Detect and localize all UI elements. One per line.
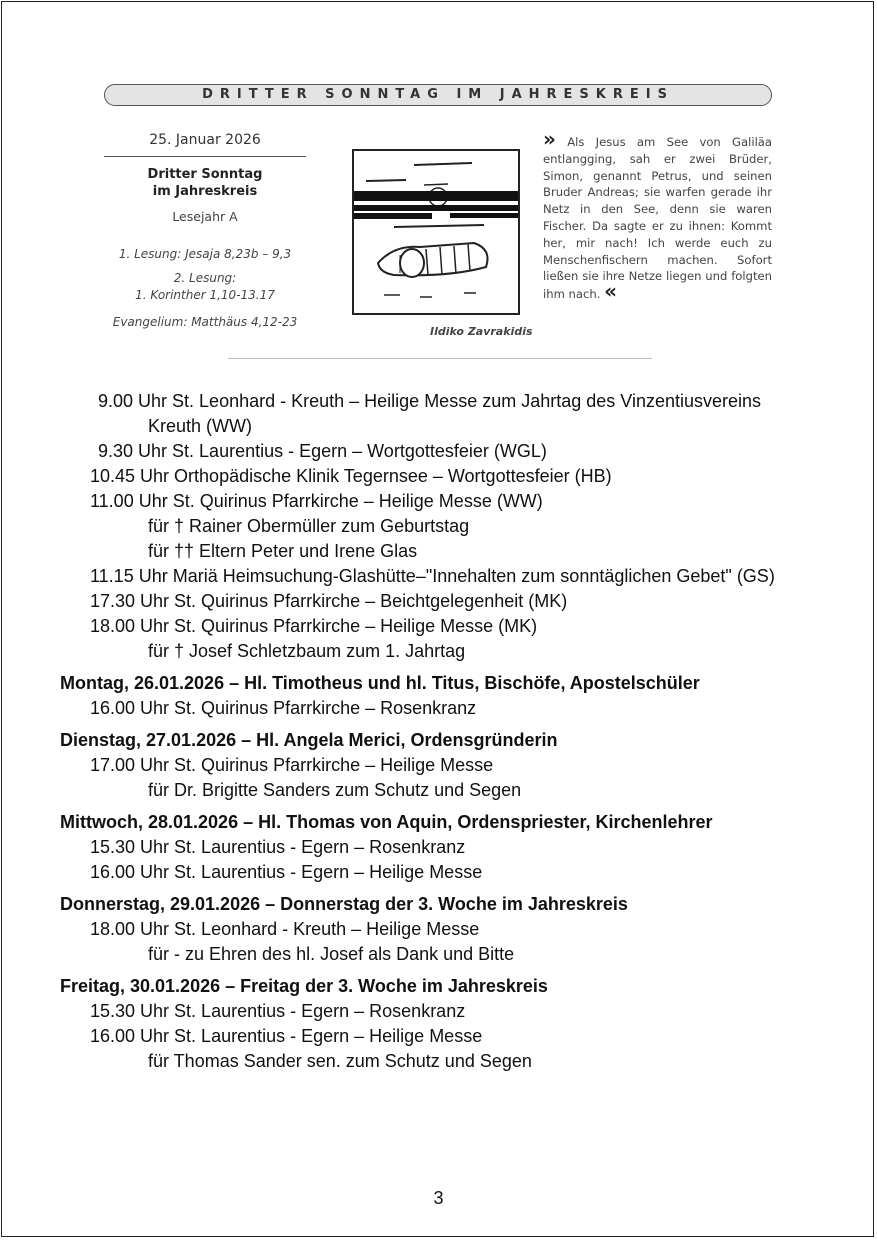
service-line: 15.30 Uhr St. Laurentius - Egern – Rosenkranz [90, 1001, 466, 1021]
reading-year: Lesejahr A [172, 209, 238, 224]
divider [228, 358, 652, 359]
day-heading-monday: Montag, 26.01.2026 – Hl. Timotheus und hl. Titus, Bischöfe, Apostelschüler [60, 673, 700, 693]
artist-credit: Ildiko Zavrakidis [430, 325, 533, 338]
service-line: 9.00 Uhr St. Leonhard - Kreuth – Heilige Messe zum Jahrtag des Vinzentiusvereins [98, 391, 762, 411]
service-line: 18.00 Uhr St. Leonhard - Kreuth – Heilige Messe [90, 919, 480, 939]
day-heading-thursday: Donnerstag, 29.01.2026 – Donnerstag der 3. Woche im Jahreskreis [60, 894, 628, 914]
boat-drawing [354, 151, 518, 313]
service-line: 16.00 Uhr St. Laurentius - Egern – Heilige Messe [90, 1026, 483, 1046]
service-line: 10.45 Uhr Orthopädische Klinik Tegernsee – Wortgottesfeier (HB) [90, 466, 612, 486]
intention-line: für Thomas Sander sen. zum Schutz und Segen [148, 1051, 532, 1071]
close-quote-mark: « [604, 279, 618, 304]
first-reading: 1. Lesung: Jesaja 8,23b – 9,3 [118, 247, 292, 261]
service-line: 11.15 Uhr Mariä Heimsuchung-Glashütte–"Innehalten zum sonntäglichen Gebet" (GS) [90, 566, 775, 586]
intention-line: für † Josef Schletzbaum zum 1. Jahrtag [148, 641, 466, 661]
service-line: 17.30 Uhr St. Quirinus Pfarrkirche – Beichtgelegenheit (MK) [90, 591, 568, 611]
service-line: 11.00 Uhr St. Quirinus Pfarrkirche – Heilige Messe (WW) [90, 491, 543, 511]
service-line: 17.00 Uhr St. Quirinus Pfarrkirche – Heilige Messe [90, 755, 494, 775]
sunday-title: Dritter Sonntag im Jahreskreis [147, 167, 263, 199]
open-quote-mark: » [543, 127, 556, 151]
service-line: 15.30 Uhr St. Laurentius - Egern – Rosenkranz [90, 837, 466, 857]
page-number: 3 [433, 1188, 444, 1208]
intention-line: für †† Eltern Peter und Irene Glas [148, 541, 418, 561]
gospel-reading: Evangelium: Matthäus 4,12-23 [112, 315, 298, 329]
service-line: 18.00 Uhr St. Quirinus Pfarrkirche – Heilige Messe (MK) [90, 616, 538, 636]
liturgy-info [104, 132, 306, 331]
day-heading-friday: Freitag, 30.01.2026 – Freitag der 3. Woche im Jahreskreis [60, 976, 548, 996]
intention-line: für † Rainer Obermüller zum Geburtstag [148, 516, 470, 536]
gospel-quote [543, 127, 773, 304]
service-line: 9.30 Uhr St. Laurentius - Egern – Wortgottesfeier (WGL) [98, 441, 547, 461]
intention-line: für Dr. Brigitte Sanders zum Schutz und Segen [148, 780, 522, 800]
day-heading-wednesday: Mittwoch, 28.01.2026 – Hl. Thomas von Aquin, Ordenspriester, Kirchenlehrer [60, 812, 713, 832]
day-heading-tuesday: Dienstag, 27.01.2026 – Hl. Angela Merici, Ordensgründerin [60, 730, 558, 750]
intention-line: für - zu Ehren des hl. Josef als Dank und Bitte [148, 944, 515, 964]
header-banner: DRITTER SONNTAG IM JAHRESKREIS [104, 84, 772, 106]
service-line-continued: Kreuth (WW) [148, 416, 253, 436]
service-schedule [0, 389, 877, 1074]
fishing-boat-illustration [352, 149, 520, 315]
second-reading: 2. Lesung: 1. Korinther 1,10-13.17 [135, 271, 275, 302]
quote-text: Als Jesus am See von Galiläa entlangging, sah er zwei Brüder, Simon, genannt Petrus, und seinen Bruder Andreas; sie warfen gerade ihr Netz in den See, denn sie waren Fischer. Da sagte er zu ihnen: Kommt her, mir nach! Ich werde euch zu Menschenfischern machen. Sofort ließen sie ihre Netze liegen und folgten ihm nach. [543, 135, 773, 302]
service-line: 16.00 Uhr St. Quirinus Pfarrkirche – Rosenkranz [90, 698, 477, 718]
date: 25. Januar 2026 [104, 132, 306, 157]
service-line: 16.00 Uhr St. Laurentius - Egern – Heilige Messe [90, 862, 483, 882]
